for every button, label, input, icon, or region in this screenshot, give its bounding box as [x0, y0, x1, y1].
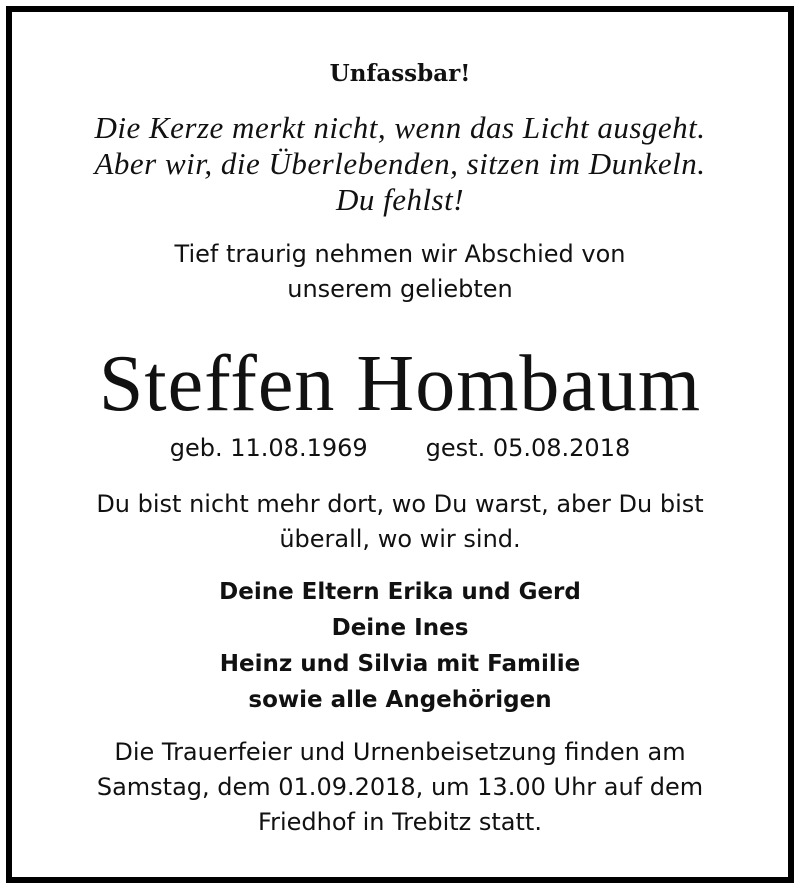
- funeral-info: [12, 735, 788, 840]
- mourner-line: sowie alle Angehörigen: [248, 687, 552, 713]
- quote-line: Du fehlst!: [335, 182, 465, 217]
- heading-text: Unfassbar!: [329, 60, 471, 87]
- mourner-line: Deine Eltern Erika und Gerd: [219, 579, 581, 605]
- saying-line: überall, wo wir sind.: [279, 525, 521, 553]
- memorial-saying: [12, 487, 788, 557]
- obituary-notice: [6, 6, 794, 883]
- notice-heading: [12, 60, 788, 87]
- intro-line: Tief traurig nehmen wir Abschied von: [174, 240, 626, 268]
- death-date: gest. 05.08.2018: [425, 434, 631, 462]
- mourner-line: Deine Ines: [331, 615, 469, 641]
- mourner-line: Heinz und Silvia mit Familie: [219, 651, 581, 677]
- funeral-line: Friedhof in Trebitz statt.: [258, 808, 542, 836]
- intro-line: unserem geliebten: [287, 275, 513, 303]
- mourners-list: [12, 574, 788, 718]
- funeral-line: Die Trauerfeier und Urnenbeisetzung finden am: [114, 738, 686, 766]
- saying-line: Du bist nicht mehr dort, wo Du warst, aber Du bist: [96, 490, 704, 518]
- quote-block: [12, 110, 788, 218]
- funeral-line: Samstag, dem 01.09.2018, um 13.00 Uhr auf dem: [96, 773, 704, 801]
- quote-line: Die Kerze merkt nicht, wenn das Licht ausgeht.: [94, 110, 706, 145]
- deceased-name: [12, 334, 788, 434]
- birth-date: geb. 11.08.1969: [169, 434, 368, 462]
- quote-line: Aber wir, die Überlebenden, sitzen im Dunkeln.: [94, 146, 706, 181]
- life-dates: [12, 432, 788, 464]
- intro-text: [12, 237, 788, 307]
- deceased-name-text: Steffen Hombaum: [98, 340, 702, 428]
